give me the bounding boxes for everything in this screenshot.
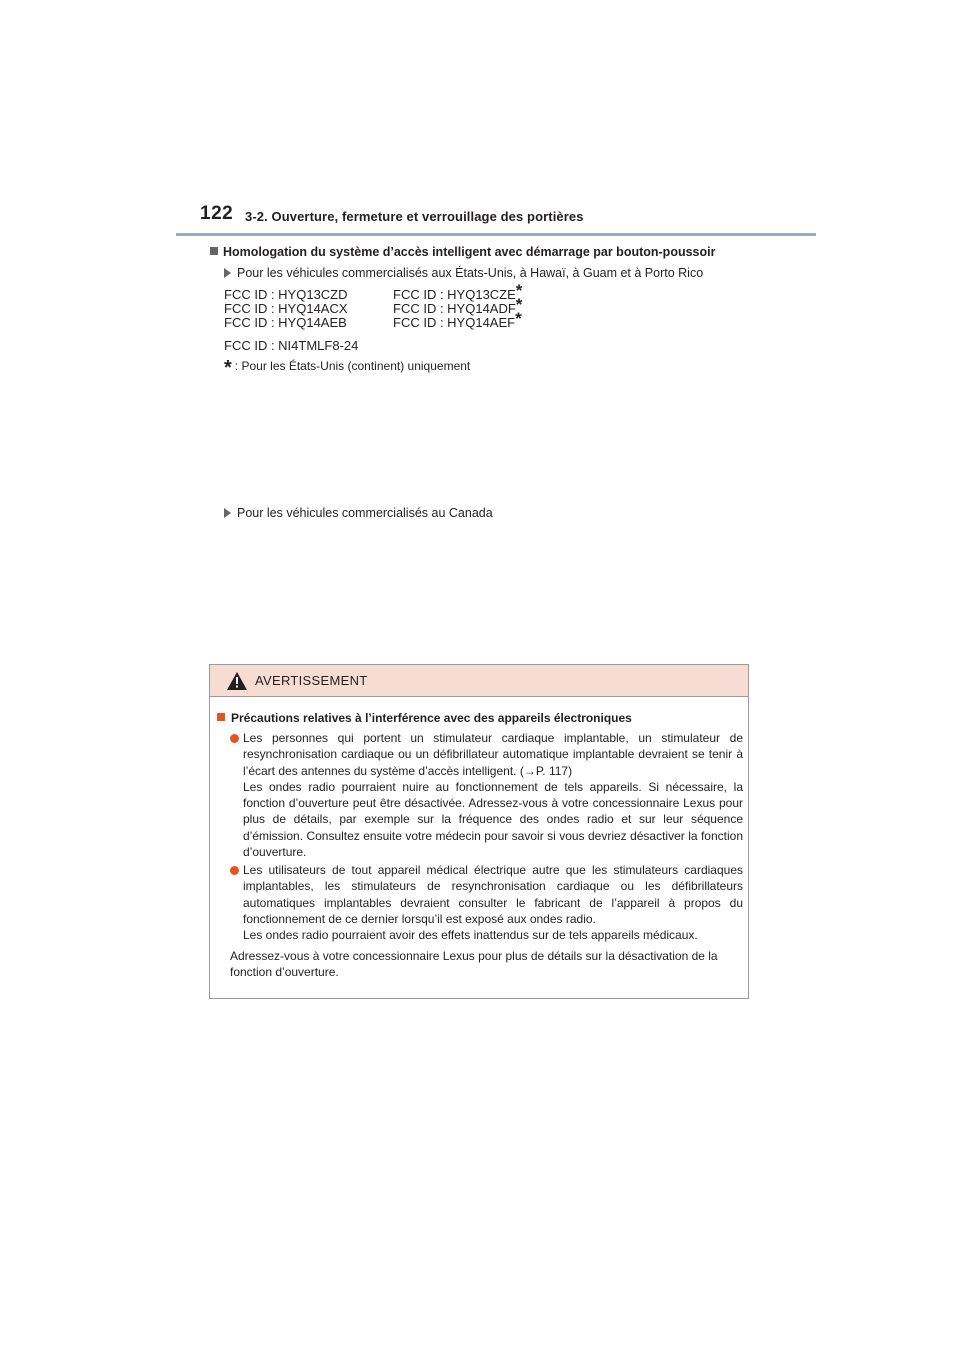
chapter-title: 3-2. Ouverture, fermeture et verrouillage des portières <box>245 209 584 224</box>
warning-box <box>209 664 749 999</box>
fcc-id-3: FCC ID : HYQ14AEB <box>224 315 347 330</box>
warning-item-2-p2: Les ondes radio pourraient avoir des effets inattendus sur de tels appareils médicaux. <box>243 928 698 943</box>
warning-item-1-p2: Les ondes radio pourraient nuire au fonctionnement de tels appareils. Si nécessaire, la fonction d’ouverture peut être désactivée. Adressez-vous à votre concessionnaire Lexus pour plus de détails, par exemple sur la fréquence des ondes radio et sur leur séquence d’émission. Consultez ensuite votre médecin pour savoir si vous devriez désactiver la fonction d’ouverture. <box>243 779 743 860</box>
warning-heading-text: Précautions relatives à l’interférence avec des appareils électroniques <box>231 711 632 725</box>
fcc-id-4 <box>393 281 523 302</box>
warning-item-2 <box>230 862 743 943</box>
footnote-text: : Pour les États-Unis (continent) uniquement <box>234 359 471 373</box>
header-rule <box>176 233 816 236</box>
fcc-id-4-text: FCC ID : HYQ13CZE <box>393 287 516 302</box>
fcc-id-5-text: FCC ID : HYQ14ADF <box>393 301 516 316</box>
section-heading <box>210 245 715 259</box>
round-bullet-icon <box>230 734 239 743</box>
page-number: 122 <box>200 203 234 224</box>
square-bullet-icon <box>217 713 225 721</box>
warning-heading <box>217 710 632 726</box>
warning-item-1 <box>230 730 743 860</box>
canada-market-label-text: Pour les véhicules commercialisés au Canada <box>237 506 493 520</box>
warning-item-2-p1: Les utilisateurs de tout appareil médical électrique autre que les stimulateurs cardiaques implantables, les stimulateurs de resynchronisation cardiaque ou les défibrillateurs automatiques implantables devraient consulter le fabricant de l’appareil à propos du fonctionnement de ce dernier lorsqu’il est exposé aux ondes radio. <box>243 863 743 926</box>
footnote-star: * <box>224 357 232 379</box>
warning-title: AVERTISSEMENT <box>255 673 368 688</box>
warning-header <box>210 665 748 697</box>
footnote-star: * <box>515 309 522 328</box>
warning-item-1-p1: Les personnes qui portent un stimulateur cardiaque implantable, un stimulateur de resynchronisation cardiaque ou un défibrillateur automatique implantable devraient se tenir à l’écart des antennes du système d’accès intelligent. (→P. 117) <box>243 731 743 778</box>
footnote-star: * <box>515 295 523 314</box>
us-market-label <box>224 266 703 280</box>
square-bullet-icon <box>210 247 218 255</box>
fcc-id-5 <box>393 295 523 316</box>
footnote-star: * <box>515 281 523 300</box>
fcc-id-6 <box>393 309 522 330</box>
right-triangle-icon <box>224 268 231 278</box>
canada-market-label <box>224 506 493 520</box>
right-triangle-icon <box>224 508 231 518</box>
fcc-id-6-text: FCC ID : HYQ14AEF <box>393 315 516 330</box>
warning-closing: Adressez-vous à votre concessionnaire Lexus pour plus de détails sur la désactivation de la fonction d’ouverture. <box>230 949 718 980</box>
fcc-id-7: FCC ID : NI4TMLF8-24 <box>224 338 359 353</box>
us-market-label-text: Pour les véhicules commercialisés aux États-Unis, à Hawaï, à Guam et à Porto Rico <box>237 266 704 280</box>
fcc-id-1: FCC ID : HYQ13CZD <box>224 287 348 302</box>
section-heading-text: Homologation du système d’accès intelligent avec démarrage par bouton-poussoir <box>223 245 716 259</box>
round-bullet-icon <box>230 866 239 875</box>
fcc-id-2: FCC ID : HYQ14ACX <box>224 301 348 316</box>
warning-triangle-icon <box>227 672 247 690</box>
footnote <box>224 357 470 380</box>
